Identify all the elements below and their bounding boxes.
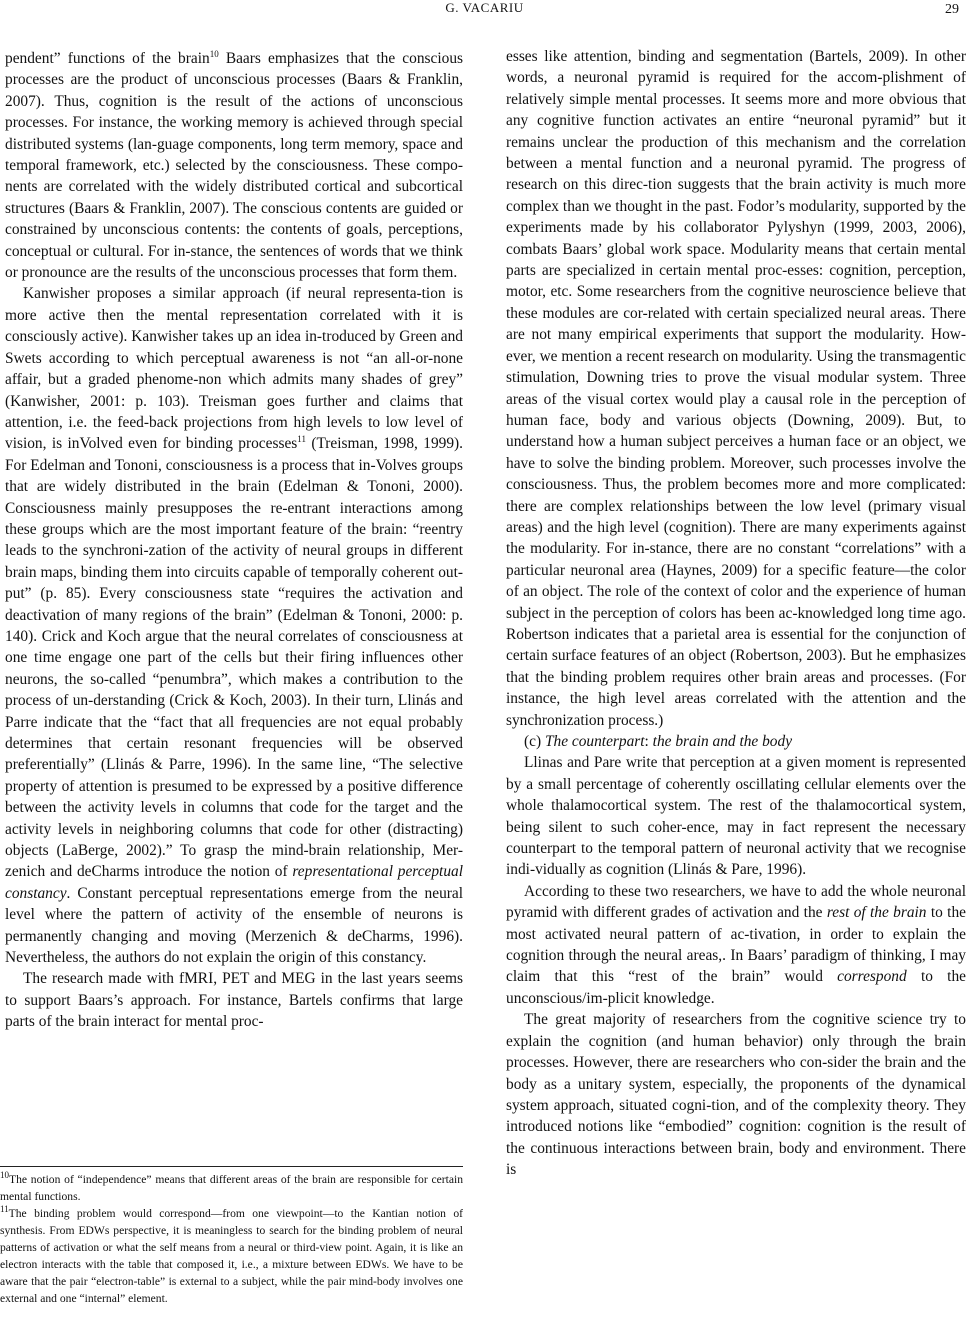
footnote-ref: 10 bbox=[209, 48, 219, 59]
paragraph: According to these two researchers, we have to add the whole neuronal pyramid with different grades of activation and the rest of the brain to the most activated neural pattern of ac-tivation, in order to explain the cognition through the neural areas,. In Baars’ paradigm of thinking, I may claim that this “rest of the brain” would correspond to the unconscious/im-plicit knowledge. bbox=[506, 882, 966, 1007]
running-title: G. VACARIU bbox=[445, 0, 524, 15]
footnote: $^{10}$The notion of “independence” means that different areas of the brain are responsible for certain mental functions. bbox=[0, 1170, 463, 1203]
page-number: 29 bbox=[945, 2, 959, 17]
paragraph: The great majority of researchers from the cognitive science try to explain the cognition (and human behavior) only through the brain processes. However, there are researchers who con-sider the brain and the body as a unitary system, especially, the proponents of the dynamical system approach, situated cogni-tion, and of the complexity theory. They introduced notions like “embodied” cognition: cognition is the result of the continuous interactions between brain, body and environment. There is bbox=[506, 1011, 966, 1179]
emphasis: rest of the brain bbox=[826, 904, 927, 922]
right-column bbox=[506, 46, 966, 1181]
footnote-divider bbox=[0, 1166, 463, 1167]
paragraph: pendent” functions of the brain$^{10}$ Baars emphasizes that the conscious processes are the product of unconscious processes (Baars & Franklin, 2007). Thus, cognition is the result of the actions of unconscious processes. For instance, the working memory is achieved through special distributed systems (lan-guage components, long term memory, space and temporal framework, etc.) selected by the consciousness. These compo-nents are correlated with the widely distributed cortical and subcortical structures (Baars & Franklin, 2007). The conscious contents are guided or constrained by unconscious contents: the contents of goals, perceptions, conceptual or cultural. For in-stance, the sentences of words that we think or pronounce are the results of the unconscious processes that form them. bbox=[5, 48, 463, 282]
left-column bbox=[5, 48, 463, 1033]
footnote-ref: 11 bbox=[297, 434, 306, 445]
section-subheading: (c) The counterpart: the brain and the body bbox=[524, 733, 793, 750]
paragraph: Llinas and Pare write that perception at a given moment is represented by a small percentage of coherently oscillating cellular elements over the whole thalamocortical system. The rest of the thalamocortical system, being silent to such coher-ence, may in fact represent the necessary counterpart to the temporal pattern of neuronal activity that we recognise indi-vidually as cognition (Llinás & Pare, 1996). bbox=[506, 754, 966, 879]
footnotes bbox=[0, 1171, 463, 1307]
paragraph: esses like attention, binding and segmentation (Bartels, 2009). In other words, a neuronal pyramid is required for the accom-plishment of relatively simple mental processes. It seems more and more obvious that any cognitive function activates an entire “neuronal pyramid” but it remains unclear the production of this mechanism and the correlation between a mental function and a neuronal pyramid. The progress of research on this direc-tion suggests that the brain activity is much more complex than we thought in the past. Fodor’s modularity, supported by the experiments made by his collaborator Pylyshyn (1999, 2003, 2006), combats Baars’ global work space. Modularity means that certain mental parts are specialized in certain mental proc-esses: cognition, perception, motor, etc. Some researchers from the cognitive neuroscience believe that these modules are cor-related with certain specialized neural areas. There are not many empirical experiments that support the modularity. How-ever, we mention a recent research on modularity. Using the transmagentic stimulation, Downing tries to prove the visual modular system. Three areas of the visual cortex would play a causal role in the perception of human face, body and various objects (Downing, 2009). But, to understand how a human subject perceives a human face or an object, we have to solve the binding problem. Moreover, such processes involve the consciousness. Thus, the problem becomes more and more complicated: there are complex relationships between the low level (primary visual areas) and the high level (cognition). There are many experiments against the modularity. For in-stance, there are no constant “correlations” with a particular neuronal area (Haynes, 2009) for a specific feature—the color of an object. The role of the context of color and the experience of human subject in the perception of colors has been ac-knowledged long time ago. Robertson indicates that a parietal area is essential for the conjunction of certain surface features of an object (Robertson, 2003). But he emphasizes that the binding problem requires other brain areas and processes. (For instance, the high level areas correlated with the attention and the synchronization process.) bbox=[506, 48, 966, 729]
paragraph: The research made with fMRI, PET and MEG in the last years seems to support Baars’s approach. For instance, Bartels confirms that large parts of the brain interact for mental proc- bbox=[5, 970, 463, 1031]
footnote: $^{11}$The binding problem would correspond—from one viewpoint—to the Kantian notion of synthesis. From EDWs perspective, it is meaningless to search for the binding problem of neural patterns of activation or what the self means from a neural or third-view point. Again, it is like an electron interacts with the table that composed it, i.e., a mixture between EDWs. We have to be aware that the pair “electron-table” is external to a subject, while the pair mind-body involves one external and one “internal” element. bbox=[0, 1204, 463, 1305]
emphasis: representational perceptual constancy bbox=[5, 863, 464, 902]
paragraph: Kanwisher proposes a similar approach (if neural representa-tion is more active then the mental representation correlated with it is consciously active). Kanwisher takes up an idea in-troduced by Green and Swets according to which perceptual awareness is not “an all-or-none affair, but a graded phenome-non which admits many shades of grey” (Kanwisher, 2001: p. 103). Treisman goes further and claims that attention, i.e. the feed-back projections from high levels to low level of vision, is inVolved even for binding processes$^{11}$ (Treisman, 1998, 1999). For Edelman and Tononi, consciousness is a process that in-Volves groups that are widely distributed in the brain (Edelman & Tononi, 2000). Consciousness mainly presupposes the re-entrant interactions among these groups which are the most important feature of the brain: “reentry leads to the synchroni-zation of the activity of neural groups in different brain maps, binding them into circuits capable of temporally coherent out-put” (p. 85). Every consciousness state “requires the activation and deactivation of many regions of the brain” (Edelman & Tononi, 2000: p. 140). Crick and Koch argue that the neural correlates of consciousness at one time engage one part of the cells but their firing influences other neurons, the so-called “penumbra”, which makes a contribution to the process of un-derstanding (Crick & Koch, 2003). In their turn, Llinás and Parre indicate that the “fact that all frequencies are not equal probably determines that certain resonant frequencies will be observed preferentially” (Llinás & Parre, 1996). In the same line, “The selective property of attention is presumed to be expressed by a positive difference between the activity levels in columns that code for the target and the activity levels in neighboring columns that code for other (distracting) objects (LaBerge, 2002).” To grasp the mind-brain relationship, Mer-zenich and deCharms introduce the notion of representational perceptual constancy. Constant perceptual representations emerge from the neural level where the pattern of activity of the ensemble of neurons is permanently changing and moving (Merzenich & deCharms, 1996). Nevertheless, the authors do not explain the origin of this constancy. bbox=[5, 285, 464, 967]
emphasis: correspond bbox=[837, 968, 907, 986]
